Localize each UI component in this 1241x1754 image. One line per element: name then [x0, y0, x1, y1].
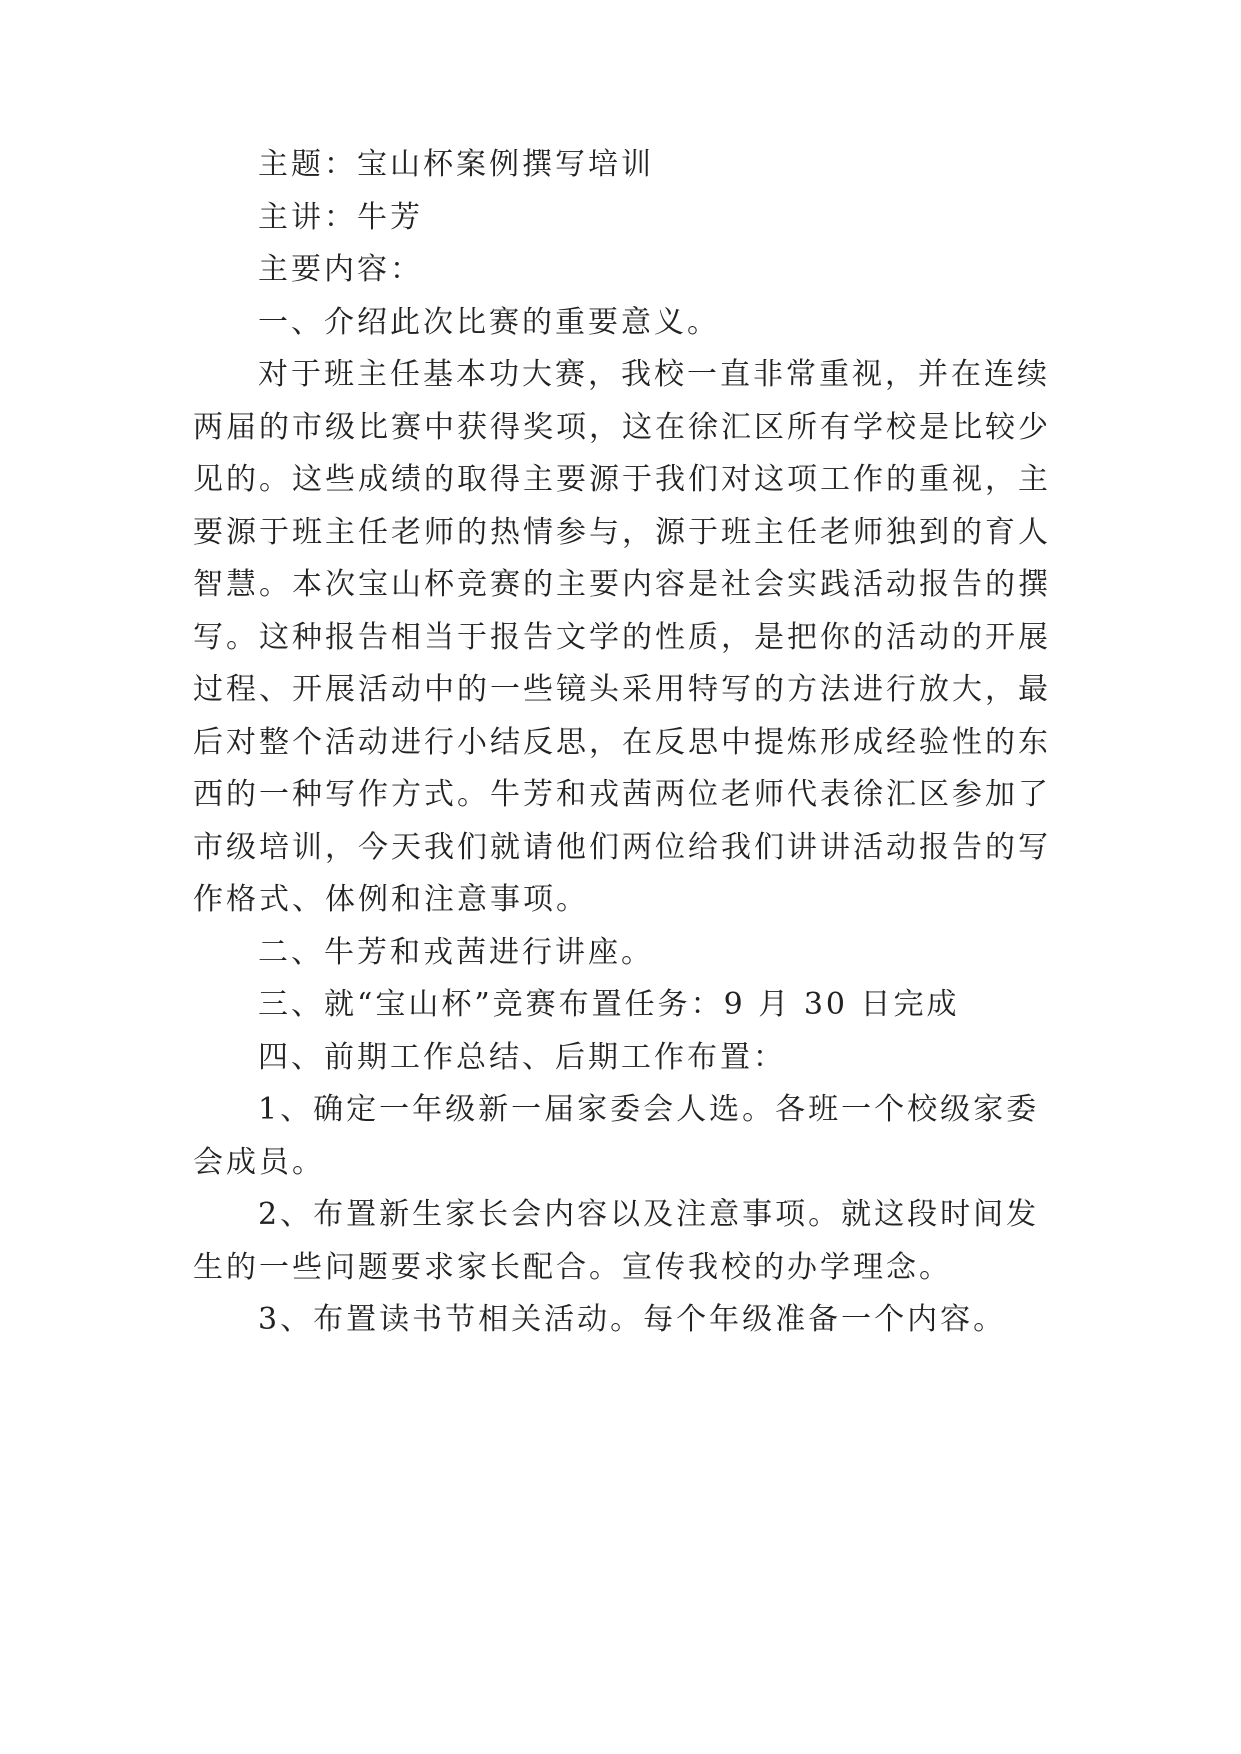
paragraph-line: 西的一种写作方式。牛芳和戎茜两位老师代表徐汇区参加了: [193, 777, 1051, 812]
section-2-heading: 二、牛芳和戎茜进行讲座。: [258, 934, 654, 970]
document-page: [193, 139, 1053, 1347]
content-heading: 主要内容：: [258, 252, 423, 287]
list-item: [193, 1294, 1053, 1347]
section-4-heading: 四、前期工作总结、后期工作布置：: [258, 1039, 786, 1075]
list-item-line: 生的一些问题要求家长配合。宣传我校的办学理念。: [193, 1249, 952, 1285]
paragraph-line: 要源于班主任老师的热情参与，源于班主任老师独到的育人: [193, 514, 1051, 550]
topic-line: 主题：宝山杯案例撰写培训: [258, 147, 654, 182]
speaker-line: 主讲：牛芳: [258, 199, 423, 235]
paragraph-line: 两届的市级比赛中获得奖项，这在徐汇区所有学校是比较少: [193, 409, 1051, 445]
paragraph-line: 对于班主任基本功大赛，我校一直非常重视，并在连续: [258, 357, 1050, 392]
paragraph-line: 写。这种报告相当于报告文学的性质，是把你的活动的开展: [193, 619, 1051, 655]
section-1: [193, 297, 1053, 927]
paragraph-line: 市级培训，今天我们就请他们两位给我们讲讲活动报告的写: [193, 829, 1051, 865]
section-1-heading: 一、介绍此次比赛的重要意义。: [258, 304, 720, 340]
list-item-line: 会成员。: [193, 1144, 325, 1180]
section-4: [193, 1032, 1053, 1347]
paragraph-line: 后对整个活动进行小结反思，在反思中提炼形成经验性的东: [193, 724, 1051, 760]
section-1-paragraph: [193, 349, 1053, 927]
paragraph-line: 智慧。本次宝山杯竞赛的主要内容是社会实践活动报告的撰: [193, 567, 1051, 602]
list-item-line: 3、布置读书节相关活动。每个年级准备一个内容。: [258, 1302, 1007, 1337]
paragraph-line: 作格式、体例和注意事项。: [193, 882, 589, 917]
list-item-line: 2、布置新生家长会内容以及注意事项。就这段时间发: [258, 1197, 1040, 1232]
section-3-heading: 三、就“宝山杯”竞赛布置任务：9 月 30 日完成: [258, 987, 960, 1022]
paragraph-line: 过程、开展活动中的一些镜头采用特写的方法进行放大，最: [193, 672, 1051, 707]
list-item-line: 1、确定一年级新一届家委会人选。各班一个校级家委: [258, 1092, 1040, 1127]
paragraph-line: 见的。这些成绩的取得主要源于我们对这项工作的重视，主: [193, 462, 1051, 497]
list-item: [193, 1189, 1053, 1294]
list-item: [193, 1084, 1053, 1189]
